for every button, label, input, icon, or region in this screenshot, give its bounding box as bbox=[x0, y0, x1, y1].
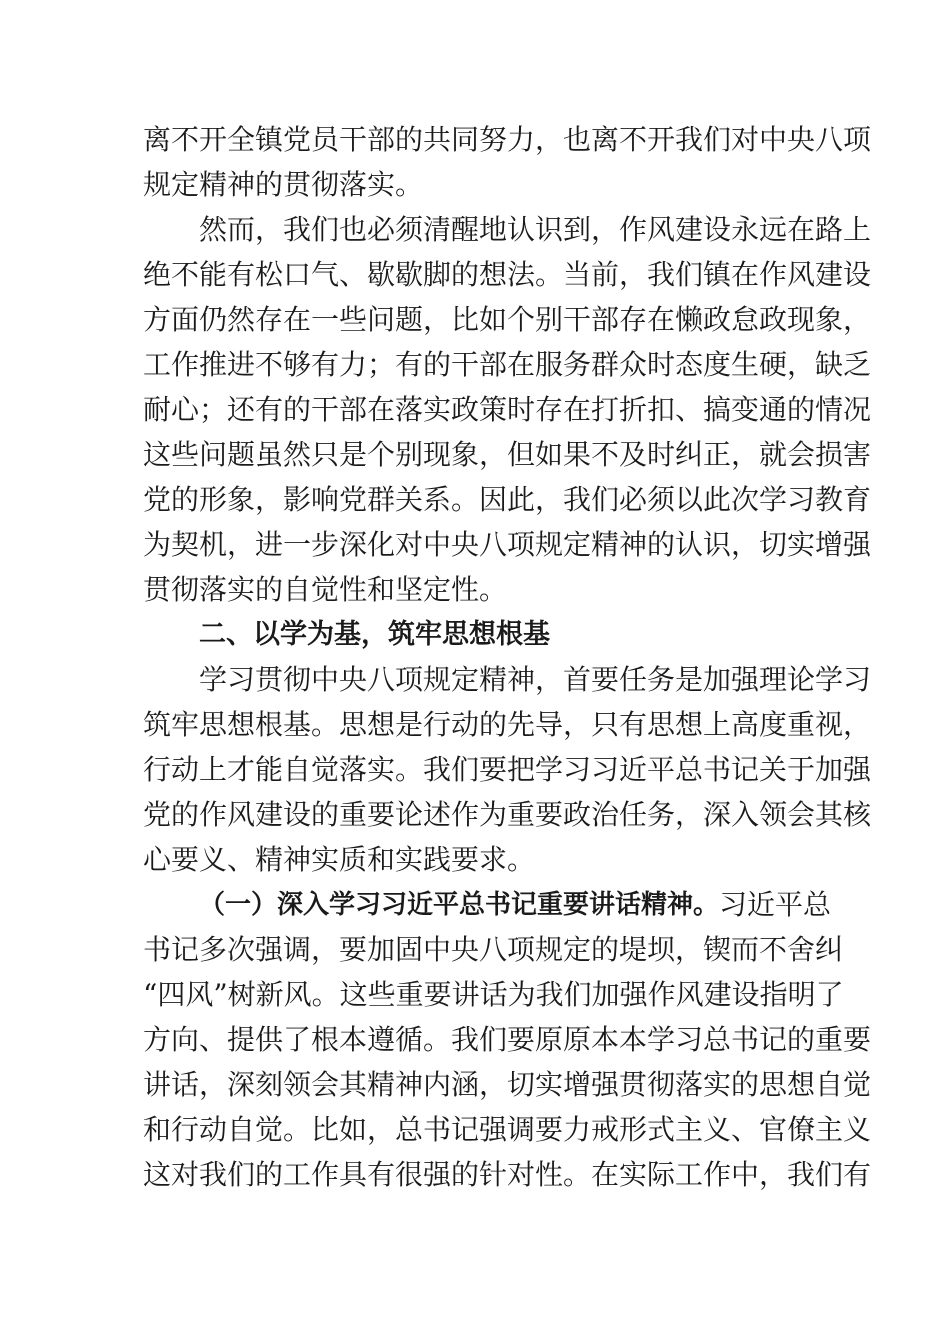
paragraph-line: 耐心；还有的干部在落实政策时存在打折扣、搞变通的情况 bbox=[143, 393, 872, 426]
paragraph-line: 然而，我们也必须清醒地认识到，作风建设永远在路上 bbox=[199, 213, 872, 246]
paragraph-line: 书记多次强调，要加固中央八项规定的堤坝，锲而不舍纠 bbox=[143, 933, 844, 966]
paragraph-line: 党的形象，影响党群关系。因此，我们必须以此次学习教育 bbox=[143, 483, 872, 516]
paragraph-line: 这些问题虽然只是个别现象，但如果不及时纠正，就会损害 bbox=[143, 438, 872, 471]
paragraph-line: 学习贯彻中央八项规定精神，首要任务是加强理论学习 bbox=[199, 663, 872, 696]
paragraph-line: 为契机，进一步深化对中央八项规定精神的认识，切实增强 bbox=[143, 528, 872, 561]
paragraph-line: 规定精神的贯彻落实。 bbox=[143, 168, 424, 201]
subsection-text: 习近平总 bbox=[719, 888, 832, 921]
section-heading: 二、以学为基，筑牢思想根基 bbox=[199, 619, 550, 650]
paragraph-line: 筑牢思想根基。思想是行动的先导，只有思想上高度重视， bbox=[143, 708, 872, 741]
paragraph-line: 工作推进不够有力；有的干部在服务群众时态度生硬，缺乏 bbox=[143, 348, 872, 381]
paragraph-line: 行动上才能自觉落实。我们要把学习习近平总书记关于加强 bbox=[143, 753, 872, 786]
paragraph-line: 方面仍然存在一些问题，比如个别干部存在懒政怠政现象， bbox=[143, 303, 872, 336]
subsection-line bbox=[199, 887, 832, 923]
paragraph-line: 方向、提供了根本遵循。我们要原原本本学习总书记的重要 bbox=[143, 1023, 872, 1056]
paragraph-line: 讲话，深刻领会其精神内涵，切实增强贯彻落实的思想自觉 bbox=[143, 1068, 872, 1101]
paragraph-line: “四风”树新风。这些重要讲话为我们加强作风建设指明了 bbox=[143, 978, 844, 1011]
paragraph-line: 和行动自觉。比如，总书记强调要力戒形式主义、官僚主义 bbox=[143, 1113, 872, 1146]
paragraph-line: 离不开全镇党员干部的共同努力，也离不开我们对中央八项 bbox=[143, 123, 872, 156]
paragraph-line: 贯彻落实的自觉性和坚定性。 bbox=[143, 573, 508, 606]
subsection-heading: （一）深入学习习近平总书记重要讲话精神。 bbox=[199, 890, 720, 920]
paragraph-line: 心要义、精神实质和实践要求。 bbox=[143, 843, 536, 876]
paragraph-line: 绝不能有松口气、歇歇脚的想法。当前，我们镇在作风建设 bbox=[143, 258, 872, 291]
paragraph-line: 党的作风建设的重要论述作为重要政治任务，深入领会其核 bbox=[143, 798, 872, 831]
paragraph-line: 这对我们的工作具有很强的针对性。在实际工作中，我们有 bbox=[143, 1158, 872, 1191]
